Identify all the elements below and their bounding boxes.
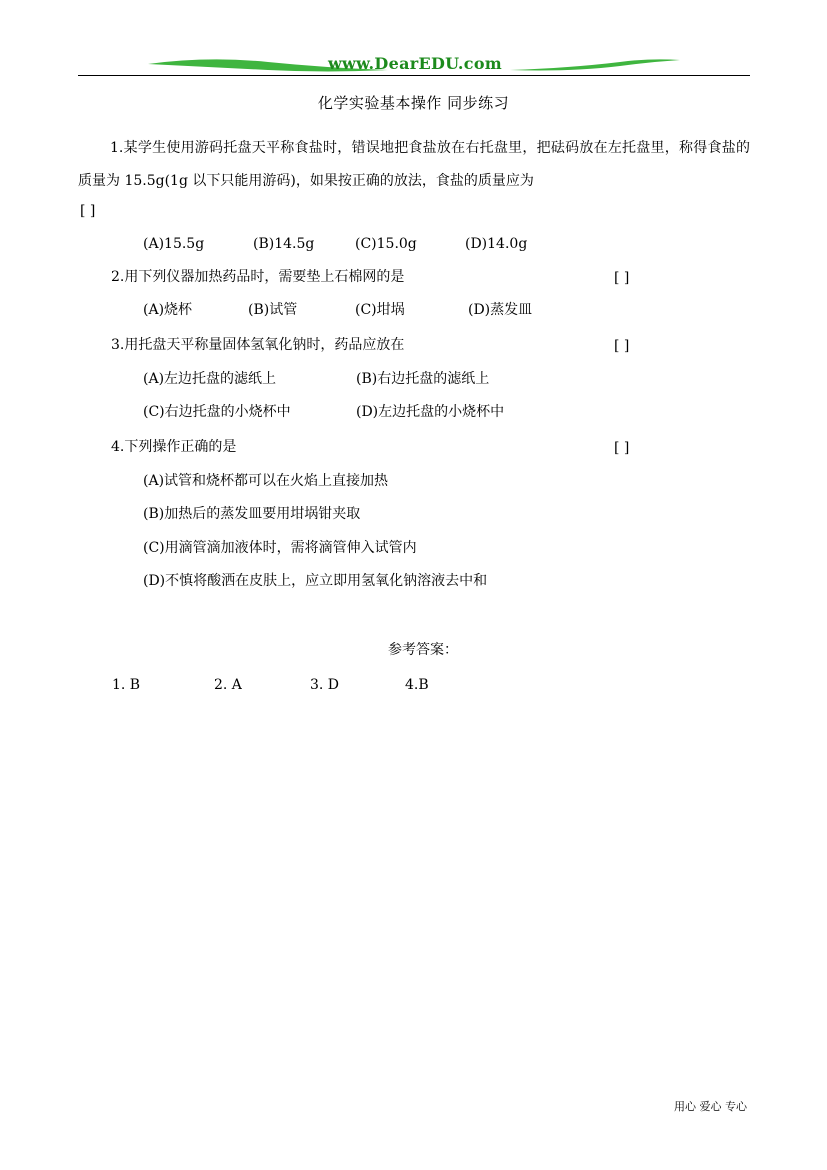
question-3-option-d: (D)左边托盘的小烧杯中 bbox=[356, 404, 505, 420]
right-swoosh-graphic bbox=[510, 58, 680, 74]
question-1-option-b: (B)14.5g bbox=[253, 236, 315, 252]
question-4-option-b: (B)加热后的蒸发皿要用坩埚钳夹取 bbox=[143, 506, 361, 522]
question-2-stem: 2.用下列仪器加热药品时，需要垫上石棉网的是 bbox=[111, 269, 405, 285]
question-4-option-c: (C)用滴管滴加液体时，需将滴管伸入试管内 bbox=[143, 540, 417, 556]
question-2-option-a: (A)烧杯 bbox=[143, 302, 193, 318]
question-3-stem: 3.用托盘天平称量固体氢氧化钠时，药品应放在 bbox=[111, 337, 405, 353]
question-3-option-c: (C)右边托盘的小烧杯中 bbox=[143, 404, 291, 420]
question-4-option-d: (D)不慎将酸洒在皮肤上，应立即用氢氧化钠溶液去中和 bbox=[143, 573, 488, 589]
question-4-option-a: (A)试管和烧杯都可以在火焰上直接加热 bbox=[143, 473, 389, 489]
answer-1: 1. B bbox=[112, 677, 141, 693]
answer-4: 4.B bbox=[405, 677, 429, 693]
question-1-option-a: (A)15.5g bbox=[143, 236, 205, 252]
page-header bbox=[78, 50, 750, 80]
question-1-option-d: (D)14.0g bbox=[465, 236, 528, 252]
page-footer-motto: 用心 爱心 专心 bbox=[674, 1100, 747, 1113]
question-4-stem: 4.下列操作正确的是 bbox=[111, 439, 237, 455]
question-1-answer-bracket: [ ] bbox=[80, 203, 96, 219]
answer-key-heading: 参考答案： bbox=[388, 642, 458, 658]
question-3-option-b: (B)右边托盘的滤纸上 bbox=[356, 371, 490, 387]
question-1-option-c: (C)15.0g bbox=[355, 236, 417, 252]
site-logo-text: www.DearEDU.com bbox=[327, 54, 503, 73]
answer-2: 2. A bbox=[214, 677, 242, 693]
header-rule bbox=[78, 75, 750, 76]
page-title: 化学实验基本操作 同步练习 bbox=[317, 94, 510, 112]
question-2-option-b: (B)试管 bbox=[248, 302, 298, 318]
question-2-option-c: (C)坩埚 bbox=[355, 302, 405, 318]
question-1-stem: 1.某学生使用游码托盘天平称食盐时，错误地把食盐放在右托盘里，把砝码放在左托盘里，称得食盐的质量为 15.5g(1g 以下只能用游码)，如果按正确的放法，食盐的质量应为 bbox=[78, 140, 750, 189]
question-2-answer-bracket: [ ] bbox=[614, 270, 630, 286]
question-3-answer-bracket: [ ] bbox=[614, 338, 630, 354]
answer-3: 3. D bbox=[310, 677, 340, 693]
question-4-answer-bracket: [ ] bbox=[614, 440, 630, 456]
question-2-option-d: (D)蒸发皿 bbox=[468, 302, 533, 318]
question-3-option-a: (A)左边托盘的滤纸上 bbox=[143, 371, 277, 387]
